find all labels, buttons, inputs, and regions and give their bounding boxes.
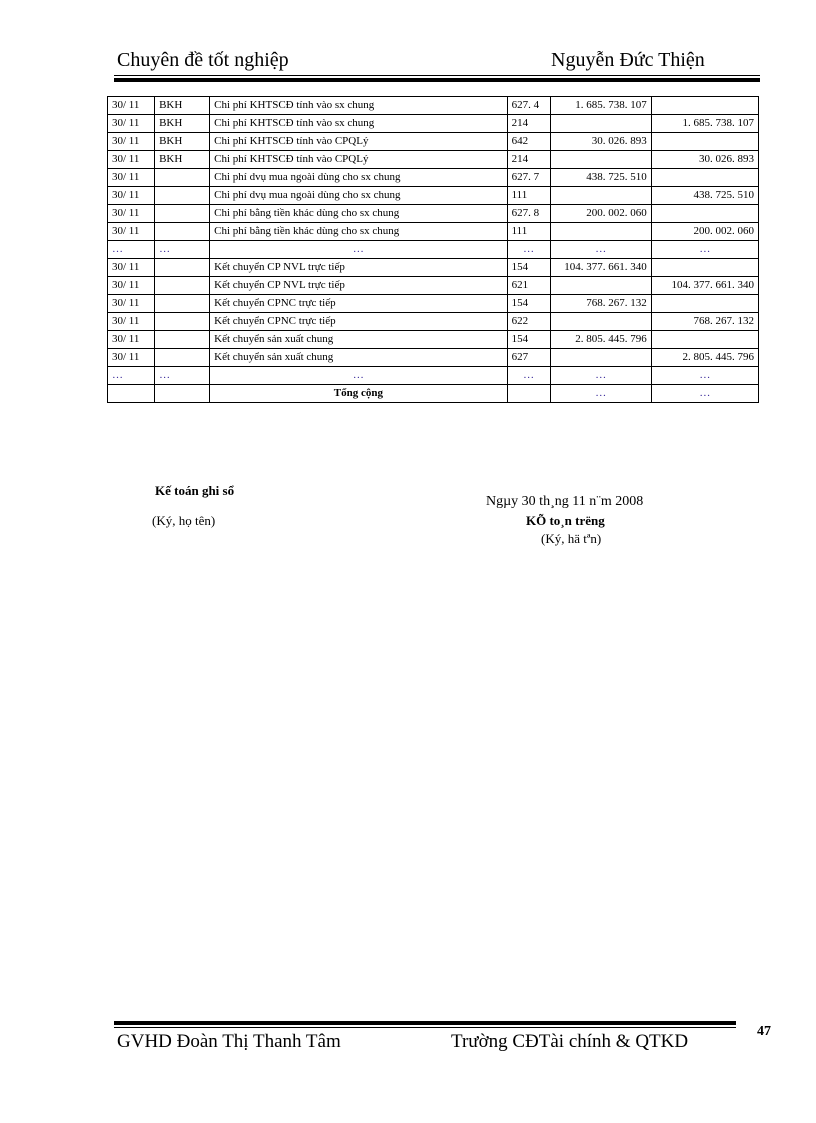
cell-credit — [651, 259, 758, 277]
ledger-row — [108, 205, 759, 223]
ledger-row — [108, 187, 759, 205]
ledger-row — [108, 97, 759, 115]
cell-document — [155, 169, 210, 187]
cell-debit: … — [550, 241, 651, 259]
cell-account: 111 — [507, 223, 550, 241]
cell-description: Kết chuyển CP NVL trực tiếp — [210, 277, 507, 295]
signature-accountant-note: (Ký, họ tên) — [152, 513, 216, 528]
ellipsis-row — [108, 367, 759, 385]
ledger-row — [108, 259, 759, 277]
cell-debit — [550, 151, 651, 169]
cell-document — [155, 277, 210, 295]
cell-account: 154 — [507, 259, 550, 277]
cell-credit: 30. 026. 893 — [651, 151, 758, 169]
cell-date: 30/ 11 — [108, 349, 155, 367]
cell-credit — [651, 331, 758, 349]
cell-debit: 1. 685. 738. 107 — [550, 97, 651, 115]
cell-account: 622 — [507, 313, 550, 331]
ledger-row — [108, 313, 759, 331]
signature-accountant-title: Kế toán ghi sổ — [155, 483, 235, 498]
ledger-row — [108, 151, 759, 169]
cell-description: Chi phí bằng tiền khác dùng cho sx chung — [210, 205, 507, 223]
cell-credit: 200. 002. 060 — [651, 223, 758, 241]
footer-rule-thin — [114, 1027, 736, 1028]
cell-account: 154 — [507, 295, 550, 313]
cell-debit: 200. 002. 060 — [550, 205, 651, 223]
cell-document — [155, 187, 210, 205]
cell-account: … — [507, 241, 550, 259]
cell-credit: … — [651, 241, 758, 259]
cell-description: Kết chuyển CPNC trực tiếp — [210, 313, 507, 331]
cell-date: 30/ 11 — [108, 205, 155, 223]
cell-account: 154 — [507, 331, 550, 349]
cell-document — [155, 259, 210, 277]
cell-document — [155, 349, 210, 367]
cell-account: … — [507, 367, 550, 385]
footer-supervisor: GVHD Đoàn Thị Thanh Tâm — [117, 1031, 341, 1052]
cell-date: 30/ 11 — [108, 277, 155, 295]
header-title: Chuyên đề tốt nghiệp — [117, 49, 289, 71]
cell-debit — [550, 187, 651, 205]
total-credit: … — [651, 385, 758, 403]
cell-description: … — [210, 367, 507, 385]
cell-document: … — [155, 367, 210, 385]
ledger-table — [107, 96, 759, 403]
cell-description: Kết chuyển CPNC trực tiếp — [210, 295, 507, 313]
header-author: Nguyễn Đức Thiện — [551, 49, 705, 71]
cell-document: BKH — [155, 133, 210, 151]
cell-description: Kết chuyển CP NVL trực tiếp — [210, 259, 507, 277]
cell-credit — [651, 169, 758, 187]
cell-debit — [550, 115, 651, 133]
cell-credit: 104. 377. 661. 340 — [651, 277, 758, 295]
header-rule-thick — [114, 78, 760, 82]
cell-date: 30/ 11 — [108, 331, 155, 349]
ledger-row — [108, 169, 759, 187]
cell-account: 627. 4 — [507, 97, 550, 115]
cell-description: Chi phí bằng tiền khác dùng cho sx chung — [210, 223, 507, 241]
header-rule-thin — [114, 75, 760, 76]
cell-document — [155, 205, 210, 223]
cell-description: … — [210, 241, 507, 259]
cell-date: 30/ 11 — [108, 151, 155, 169]
cell-credit: 1. 685. 738. 107 — [651, 115, 758, 133]
ledger-row — [108, 277, 759, 295]
cell-document: BKH — [155, 97, 210, 115]
footer-rule-thick — [114, 1021, 736, 1025]
ellipsis-row — [108, 241, 759, 259]
cell-debit: … — [550, 367, 651, 385]
cell-description: Chi phí KHTSCĐ tính vào sx chung — [210, 115, 507, 133]
cell-credit — [651, 133, 758, 151]
cell-credit: 438. 725. 510 — [651, 187, 758, 205]
ledger-row — [108, 223, 759, 241]
cell-document — [155, 331, 210, 349]
cell-debit — [550, 349, 651, 367]
cell-date: 30/ 11 — [108, 169, 155, 187]
cell-description: Kết chuyển sản xuất chung — [210, 331, 507, 349]
cell-account: 627. 8 — [507, 205, 550, 223]
cell-description: Chi phí KHTSCĐ tính vào CPQLý — [210, 133, 507, 151]
cell-description: Chi phí KHTSCĐ tính vào sx chung — [210, 97, 507, 115]
cell-date: 30/ 11 — [108, 115, 155, 133]
cell-credit: 768. 267. 132 — [651, 313, 758, 331]
cell-date: 30/ 11 — [108, 223, 155, 241]
cell-account: 214 — [507, 151, 550, 169]
cell-date: 30/ 11 — [108, 313, 155, 331]
cell-document: … — [155, 241, 210, 259]
cell-debit: 30. 026. 893 — [550, 133, 651, 151]
ledger-row — [108, 115, 759, 133]
cell-date: 30/ 11 — [108, 187, 155, 205]
cell-debit — [550, 223, 651, 241]
cell-debit: 438. 725. 510 — [550, 169, 651, 187]
ledger-row — [108, 349, 759, 367]
total-label: Tổng cộng — [210, 385, 507, 403]
ledger-row — [108, 331, 759, 349]
cell-account: 642 — [507, 133, 550, 151]
cell-document: BKH — [155, 151, 210, 169]
cell-date: 30/ 11 — [108, 97, 155, 115]
cell-account: 627 — [507, 349, 550, 367]
cell-credit — [651, 97, 758, 115]
cell-document — [155, 223, 210, 241]
cell-account: 214 — [507, 115, 550, 133]
total-row — [108, 385, 759, 403]
cell-debit: 768. 267. 132 — [550, 295, 651, 313]
cell-debit: 2. 805. 445. 796 — [550, 331, 651, 349]
cell-account: 627. 7 — [507, 169, 550, 187]
cell-document — [155, 313, 210, 331]
total-debit: … — [550, 385, 651, 403]
cell-debit: 104. 377. 661. 340 — [550, 259, 651, 277]
cell-debit — [550, 313, 651, 331]
cell-empty — [507, 385, 550, 403]
cell-date: 30/ 11 — [108, 259, 155, 277]
cell-description: Chi phí KHTSCĐ tính vào CPQLý — [210, 151, 507, 169]
cell-credit — [651, 205, 758, 223]
cell-account: 111 — [507, 187, 550, 205]
ledger-row — [108, 295, 759, 313]
cell-debit — [550, 277, 651, 295]
cell-credit: … — [651, 367, 758, 385]
cell-document — [155, 295, 210, 313]
signature-chief-accountant-title: KÕ to¸n trëng — [526, 513, 605, 528]
cell-empty — [155, 385, 210, 403]
cell-date: … — [108, 367, 155, 385]
footer-school: Trường CĐTài chính & QTKD — [451, 1031, 689, 1052]
cell-description: Chi phí dvụ mua ngoài dùng cho sx chung — [210, 169, 507, 187]
cell-date: … — [108, 241, 155, 259]
cell-credit: 2. 805. 445. 796 — [651, 349, 758, 367]
cell-date: 30/ 11 — [108, 295, 155, 313]
signature-date: Ngµy 30 th¸ng 11 n¨m 2008 — [486, 494, 644, 509]
cell-date: 30/ 11 — [108, 133, 155, 151]
cell-description: Chi phí dvụ mua ngoài dùng cho sx chung — [210, 187, 507, 205]
cell-empty — [108, 385, 155, 403]
cell-account: 621 — [507, 277, 550, 295]
cell-document: BKH — [155, 115, 210, 133]
signature-chief-accountant-note: (Ký, hä tªn) — [541, 531, 602, 546]
cell-description: Kết chuyển sản xuất chung — [210, 349, 507, 367]
cell-credit — [651, 295, 758, 313]
page-number: 47 — [757, 1024, 771, 1039]
ledger-row — [108, 133, 759, 151]
